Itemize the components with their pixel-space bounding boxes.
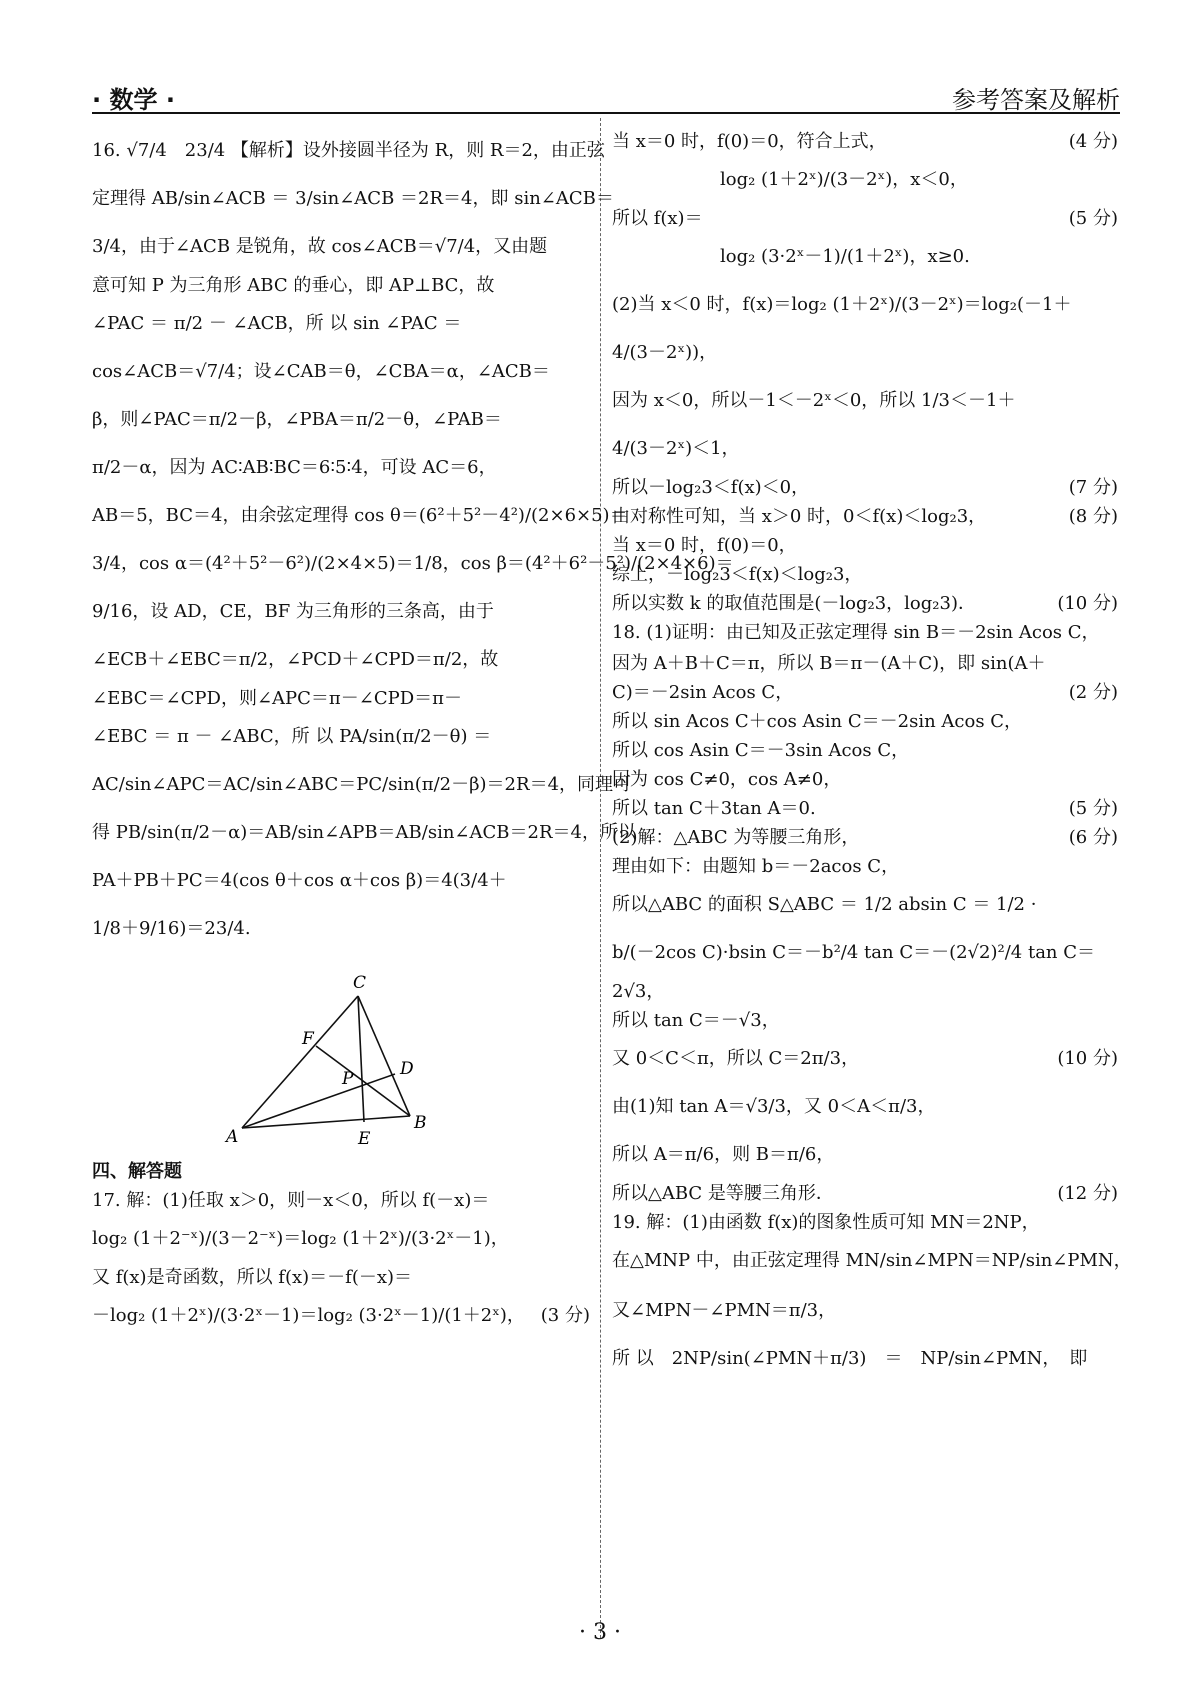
text-line [612,378,1120,424]
line-text: 19. 解：(1)由函数 f(x)的图象性质可知 MN＝2NP， [612,1212,1040,1233]
line-text: 9/16，设 AD，CE，BF 为三角形的三条高，由于 [92,601,494,622]
line-text: 定理得 AB/sin∠ACB ＝ 3/sin∠ACB ＝2R＝4，即 sin∠ACB＝ [92,188,614,209]
line-text: 所以 tan C＝－√3， [612,1010,780,1031]
text-line [92,493,628,539]
score-mark: (10 分) [1057,593,1118,614]
text-line [92,1293,592,1339]
line-text: 所以 tan C＋3tan A＝0. [612,798,816,819]
text-line [612,234,1120,280]
line-text: 意可知 P 为三角形 ABC 的垂心，即 AP⊥BC，故 [92,275,495,296]
line-text: π/2－α，因为 AC∶AB∶BC＝6∶5∶4，可设 AC＝6， [92,457,497,478]
text-line [612,1336,1120,1382]
line-text: 因为 A＋B＋C＝π，所以 B＝π－(A＋C)，即 sin(A＋ [612,653,1046,674]
line-text: PA＋PB＋PC＝4(cos θ＋cos α＋cos β)＝4(3/4＋ [92,870,507,891]
line-text: 4/(3－2ˣ)＜1， [612,438,740,459]
side-ab [242,1116,410,1128]
line-text: (2)当 x＜0 时，f(x)＝log₂ (1＋2ˣ)/(3－2ˣ)＝log₂(－1＋ [612,294,1072,315]
line-text: 又 f(x)是奇函数，所以 f(x)＝－f(－x)＝ [92,1267,413,1288]
text-line [612,157,1120,203]
line-text: β，则∠PAC＝π/2－β，∠PBA＝π/2－θ，∠PAB＝ [92,409,502,430]
vertex-label-b: B [414,1113,427,1133]
line-text: 所 以 2NP/sin(∠PMN＋π/3) ＝ NP/sin∠PMN， 即 [612,1348,1088,1369]
line-text: 又∠MPN－∠PMN＝π/3， [612,1300,837,1321]
line-text: 2√3， [612,981,665,1002]
line-text: 当 x＝0 时，f(0)＝0， [612,535,797,556]
line-text: 所以△ABC 是等腰三角形． [612,1183,834,1204]
score-mark: (2 分) [1068,682,1118,703]
line-text: 理由如下：由题知 b＝－2acos C， [612,856,900,877]
text-line [612,824,1120,851]
line-text: AC/sin∠APC＝AC/sin∠ABC＝PC/sin(π/2－β)＝2R＝4，同理可 [92,774,632,795]
line-text: 3/4，由于∠ACB 是锐角，故 cos∠ACB＝√7/4，又由题 [92,236,548,257]
text-line [92,128,605,174]
text-line [92,858,592,904]
text-line [92,714,592,760]
line-text: log₂ (1＋2⁻ˣ)/(3－2⁻ˣ)＝log₂ (1＋2ˣ)/(3·2ˣ－1)， [92,1228,509,1249]
text-line [92,762,632,808]
text-line [92,685,592,712]
right-text-block [612,128,1132,1382]
text-line [612,737,1120,764]
text-line [92,906,592,952]
line-text: 1/8＋9/16)＝23/4. [92,918,251,939]
text-line [612,619,1120,646]
line-text: 得 PB/sin(π/2－α)＝AB/sin∠APB＝AB/sin∠ACB＝2R＝4，所以 [92,822,636,843]
text-line [92,445,592,491]
text-line [612,590,1120,617]
text-line [612,1288,1120,1334]
text-line [92,810,636,856]
text-line [612,282,1120,328]
left-text-block-2 [92,1187,592,1339]
text-line [612,128,1120,155]
line-text: ∠ECB＋∠EBC＝π/2，∠PCD＋∠CPD＝π/2，故 [92,649,499,670]
page-number: · 3 · [579,1620,621,1645]
vertex-label-f: F [302,1029,314,1049]
column-divider [600,118,601,1638]
score-mark: (5 分) [1068,798,1118,819]
vertex-label-e: E [358,1129,371,1149]
line-text: 16. √7/4 23/4 【解析】设外接圆半径为 R，则 R＝2，由正弦 [92,140,605,161]
score-mark: (4 分) [1068,131,1118,152]
text-line [612,930,1120,976]
text-line [612,503,1120,530]
line-text: 17. 解：(1)任取 x＞0，则－x＜0，所以 f(－x)＝ [92,1190,490,1211]
score-mark: (10 分) [1057,1048,1118,1069]
line-text: 因为 x＜0，所以－1＜－2ˣ＜0，所以 1/3＜－1＋ [612,390,1016,411]
triangle-figure [92,958,592,1148]
text-line [612,1238,1132,1284]
right-column [612,128,1132,1384]
line-text: 在△MNP 中，由正弦定理得 MN/sin∠MPN＝NP/sin∠PMN， [612,1250,1132,1271]
vertex-label-p: P [342,1069,354,1089]
score-mark: (5 分) [1068,208,1118,229]
text-line [92,589,592,635]
text-line [612,1180,1120,1207]
text-line [92,224,592,270]
text-line [92,349,592,395]
score-mark: (6 分) [1068,827,1118,848]
line-text: 由对称性可知，当 x＞0 时，0＜f(x)＜log₂3， [612,506,987,527]
page-header [92,78,1120,114]
line-text: 所以－log₂3＜f(x)＜0， [612,477,810,498]
altitude-ce [358,996,364,1122]
line-text: 所以 cos Asin C＝－3sin Acos C， [612,740,910,761]
score-mark: (12 分) [1057,1183,1118,1204]
line-text: 当 x＝0 时，f(0)＝0，符合上式， [612,131,887,152]
line-text: log₂ (1＋2ˣ)/(3－2ˣ)，x＜0， [612,169,968,190]
text-line [92,272,592,299]
text-line [612,1036,1120,1082]
line-text: 4/(3－2ˣ))， [612,342,718,363]
text-line [612,1209,1120,1236]
text-line [612,474,1120,501]
line-text: 所以实数 k 的取值范围是(－log₂3，log₂3)． [612,593,976,614]
line-text: 18. (1)证明：由已知及正弦定理得 sin B＝－2sin Acos C， [612,622,1100,643]
text-line [92,541,734,587]
text-line [612,1084,1120,1130]
score-mark: (8 分) [1068,506,1118,527]
text-line [92,397,592,443]
text-line [92,1187,592,1214]
line-text: C)＝－2sin Acos C， [612,682,794,703]
line-text: log₂ (3·2ˣ－1)/(1＋2ˣ)，x≥0. [612,246,970,267]
line-text: (2)解：△ABC 为等腰三角形， [612,827,860,848]
text-line [612,882,1120,928]
text-line [612,978,1120,1005]
line-text: ∠PAC ＝ π/2 － ∠ACB，所 以 sin ∠PAC ＝ [92,313,462,334]
line-text: 综上，－log₂3＜f(x)＜log₂3， [612,564,863,585]
document-title: 参考答案及解析 [952,86,1120,114]
text-line [92,1264,592,1291]
text-line [612,205,1120,232]
text-line [612,1132,1120,1178]
line-text: ∠EBC ＝ π － ∠ABC，所 以 PA/sin(π/2－θ) ＝ [92,726,492,747]
text-line [612,330,1120,376]
line-text: 因为 cos C≠0，cos A≠0， [612,769,842,790]
text-line [612,766,1120,793]
line-text: 3/4，cos α＝(4²＋5²－6²)/(2×4×5)＝1/8，cos β＝(4²＋6²－5²)/(2×4×6)＝ [92,553,734,574]
line-text: AB＝5，BC＝4，由余弦定理得 cos θ＝(6²＋5²－4²)/(2×6×5)＝ [92,505,628,526]
score-mark: (7 分) [1068,477,1118,498]
text-line [92,176,614,222]
text-line [612,708,1120,735]
line-text: 所以 f(x)＝ [612,208,703,229]
text-line [612,426,1120,472]
section-heading: 四、解答题 [92,1161,182,1182]
text-line [612,1007,1120,1034]
vertex-label-a: A [226,1127,239,1147]
line-text: cos∠ACB＝√7/4；设∠CAB＝θ，∠CBA＝α，∠ACB＝ [92,361,550,382]
text-line [92,1216,592,1262]
line-text: －log₂ (1＋2ˣ)/(3·2ˣ－1)＝log₂ (3·2ˣ－1)/(1＋2ˣ)， [92,1305,525,1326]
vertex-label-c: C [353,973,367,993]
text-line [612,795,1120,822]
text-line [612,853,1120,880]
vertex-label-d: D [400,1059,414,1079]
line-text: 所以 A＝π/6，则 B＝π/6， [612,1144,835,1165]
text-line [612,650,1120,677]
text-line [612,679,1120,706]
line-text: 由(1)知 tan A＝√3/3，又 0＜A＜π/3， [612,1096,936,1117]
line-text: b/(－2cos C)·bsin C＝－b²/4 tan C＝－(2√2)²/4 tan C＝ [612,942,1096,963]
line-text: 所以 sin Acos C＋cos Asin C＝－2sin Acos C， [612,711,1023,732]
subject-title: · 数学 · [92,86,175,114]
line-text: 又 0＜C＜π，所以 C＝2π/3， [612,1048,860,1069]
text-line [612,561,1120,588]
text-line [92,637,592,683]
text-line [92,301,592,347]
triangle-diagram [92,958,592,1148]
text-line [612,532,1120,559]
line-text: 所以△ABC 的面积 S△ABC ＝ 1/2 absin C ＝ 1/2 · [612,894,1037,915]
score-mark: (3 分) [540,1305,590,1326]
side-bc [358,996,410,1116]
line-text: ∠EBC＝∠CPD，则∠APC＝π－∠CPD＝π－ [92,688,462,709]
